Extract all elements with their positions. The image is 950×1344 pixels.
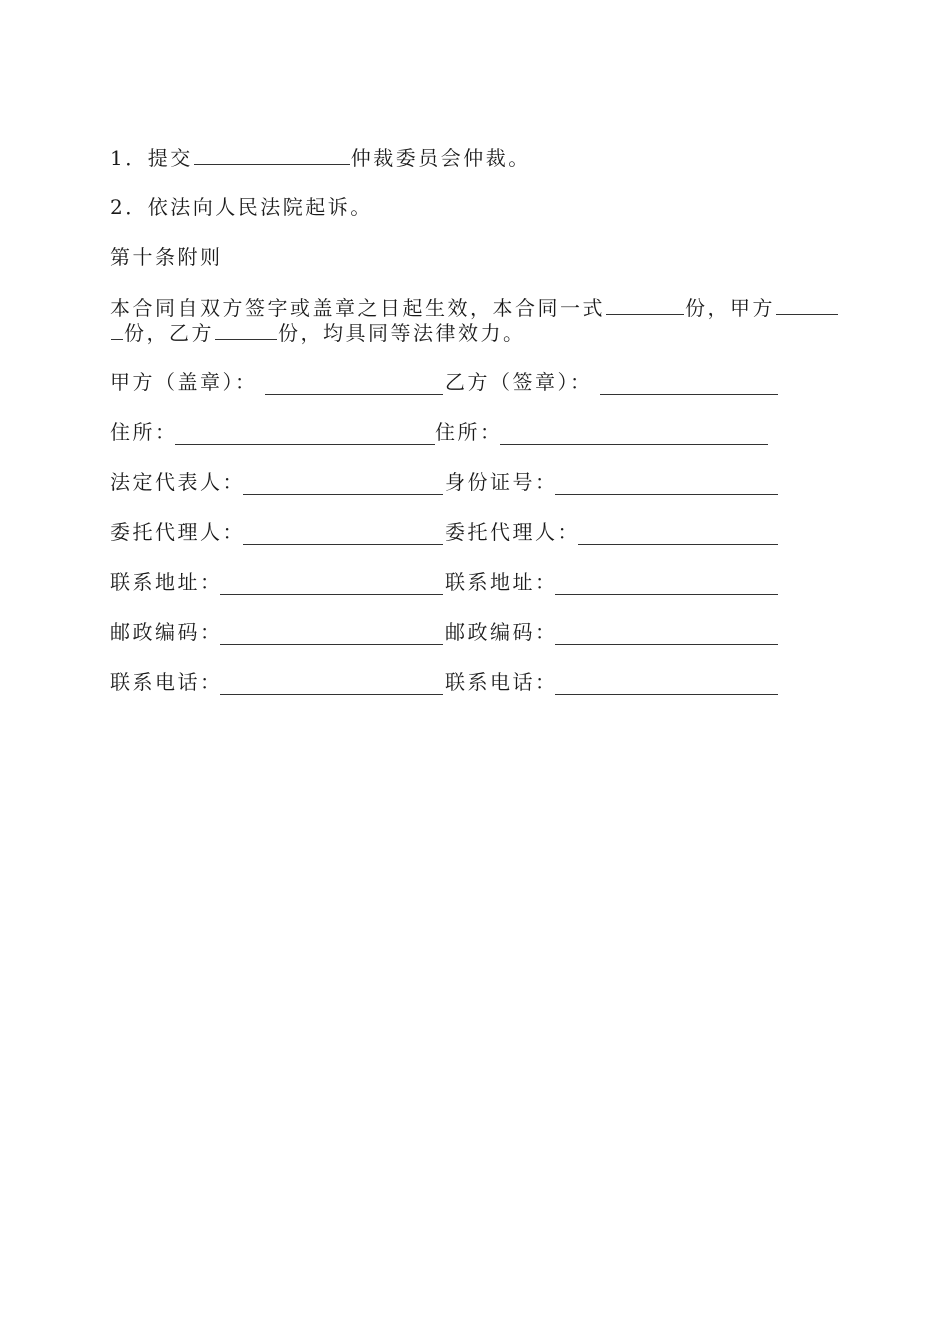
- agent-row: [110, 520, 790, 550]
- address-b-label: 住所：: [435, 420, 503, 444]
- postcode-b-label: 邮政编码：: [445, 620, 558, 644]
- clause-item-2: 2．依法向人民法院起诉。: [110, 195, 373, 219]
- para-c: 份，乙方: [124, 321, 214, 345]
- postcode-a-field[interactable]: [220, 644, 443, 645]
- para-d: 份，均具同等法律效力。: [278, 321, 526, 345]
- party-a-label: 甲方（盖章）：: [110, 370, 258, 394]
- contact-address-b-label: 联系地址：: [445, 570, 558, 594]
- para-a: 本合同自双方签字或盖章之日起生效，本合同一式: [110, 296, 605, 320]
- arbitration-committee-blank[interactable]: [194, 145, 350, 165]
- phone-b-label: 联系电话：: [445, 670, 558, 694]
- id-number-label: 身份证号：: [445, 470, 558, 494]
- address-b-field[interactable]: [500, 444, 768, 445]
- party-a-copies-blank-end[interactable]: [111, 320, 123, 340]
- item1-prefix: 1．提交: [110, 146, 193, 170]
- phone-a-label: 联系电话：: [110, 670, 223, 694]
- legal-rep-label: 法定代表人：: [110, 470, 245, 494]
- article-10-paragraph-line-2: [110, 320, 526, 346]
- party-a-copies-blank-start[interactable]: [776, 295, 838, 315]
- postcode-b-field[interactable]: [555, 644, 778, 645]
- para-b: 份，甲方: [685, 296, 775, 320]
- item1-suffix: 仲裁委员会仲裁。: [350, 146, 531, 170]
- address-a-label: 住所：: [110, 420, 178, 444]
- agent-a-label: 委托代理人：: [110, 520, 245, 544]
- total-copies-blank[interactable]: [606, 295, 684, 315]
- legal-rep-row: [110, 470, 790, 500]
- address-row: [110, 420, 790, 450]
- phone-b-field[interactable]: [555, 694, 778, 695]
- address-a-field[interactable]: [175, 444, 435, 445]
- party-row: [110, 370, 790, 400]
- party-b-label: 乙方（签章）：: [445, 370, 593, 394]
- postcode-a-label: 邮政编码：: [110, 620, 223, 644]
- postcode-row: [110, 620, 790, 650]
- agent-b-label: 委托代理人：: [445, 520, 580, 544]
- contact-address-row: [110, 570, 790, 600]
- phone-row: [110, 670, 790, 700]
- agent-b-field[interactable]: [578, 544, 778, 545]
- agent-a-field[interactable]: [243, 544, 443, 545]
- party-a-seal-field[interactable]: [265, 394, 443, 395]
- id-number-field[interactable]: [555, 494, 778, 495]
- party-b-seal-field[interactable]: [600, 394, 778, 395]
- contact-address-a-field[interactable]: [220, 594, 443, 595]
- article-10-title: 第十条附则: [110, 245, 223, 269]
- legal-rep-field[interactable]: [243, 494, 443, 495]
- article-10-paragraph-line-1: [110, 295, 839, 321]
- contact-address-b-field[interactable]: [555, 594, 778, 595]
- party-b-copies-blank[interactable]: [215, 320, 277, 340]
- contact-address-a-label: 联系地址：: [110, 570, 223, 594]
- clause-item-1: [110, 145, 531, 171]
- phone-a-field[interactable]: [220, 694, 443, 695]
